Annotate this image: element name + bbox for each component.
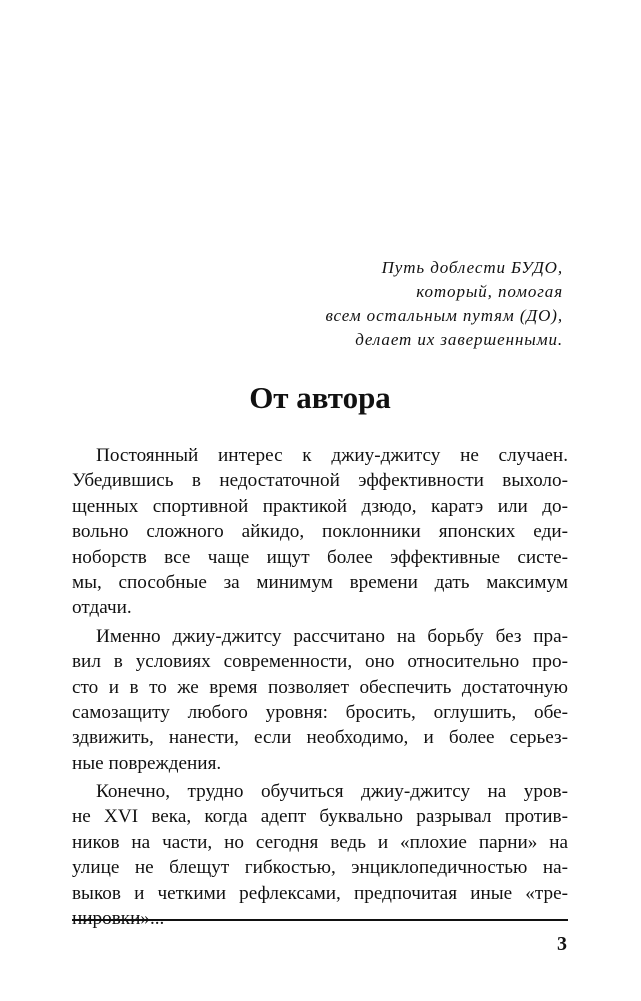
paragraph <box>72 443 568 621</box>
text-line: Именно джиу-джитсу рассчитано на борьбу без пра- <box>96 625 568 647</box>
text-line: выков и четкими рефлексами, предпочитая иные «тре- <box>72 882 568 904</box>
text-line: сто и в то же время позволяет обеспечить достаточную <box>72 676 568 698</box>
text-line: щенных спортивной практикой дзюдо, каратэ или до- <box>72 495 568 517</box>
epigraph-line: Путь доблести БУДО, <box>381 258 563 277</box>
page-number: 3 <box>557 933 567 955</box>
epigraph-line: который, помогая <box>416 282 563 301</box>
footer-rule <box>72 919 568 921</box>
epigraph-line: делает их завершенными. <box>355 330 563 349</box>
text-line: отдачи. <box>72 597 132 619</box>
paragraph <box>72 779 568 931</box>
epigraph <box>203 256 563 352</box>
text-line: ные повреждения. <box>72 752 222 774</box>
text-line: улице не блещут гибкостью, энциклопедичностью на- <box>72 857 568 879</box>
body-text <box>72 443 568 931</box>
text-line: здвижить, нанести, если необходимо, и более серьез- <box>72 727 568 749</box>
chapter-title: От автора <box>249 380 391 415</box>
text-line: не XVI века, когда адепт буквально разрывал против- <box>72 806 568 828</box>
text-line: самозащиту любого уровня: бросить, оглушить, обе- <box>72 701 568 723</box>
text-line: мы, способные за минимум времени дать максимум <box>72 571 568 593</box>
text-line: ников на части, но сегодня ведь и «плохие парни» на <box>72 831 568 853</box>
text-line: вольно сложного айкидо, поклонники японских еди- <box>72 521 568 543</box>
paragraph <box>72 624 568 776</box>
text-line: Постоянный интерес к джиу-джитсу не случаен. <box>96 445 568 466</box>
text-line: нировки»... <box>72 908 165 930</box>
text-line: Убедившись в недостаточной эффективности выхоло- <box>72 470 568 492</box>
text-line: Конечно, трудно обучиться джиу-джитсу на уров- <box>96 781 568 803</box>
text-line: ноборств все чаще ищут более эффективные систе- <box>72 546 568 568</box>
text-line: вил в условиях современности, оно относительно про- <box>72 651 568 673</box>
epigraph-line: всем остальным путям (ДО), <box>325 306 563 325</box>
